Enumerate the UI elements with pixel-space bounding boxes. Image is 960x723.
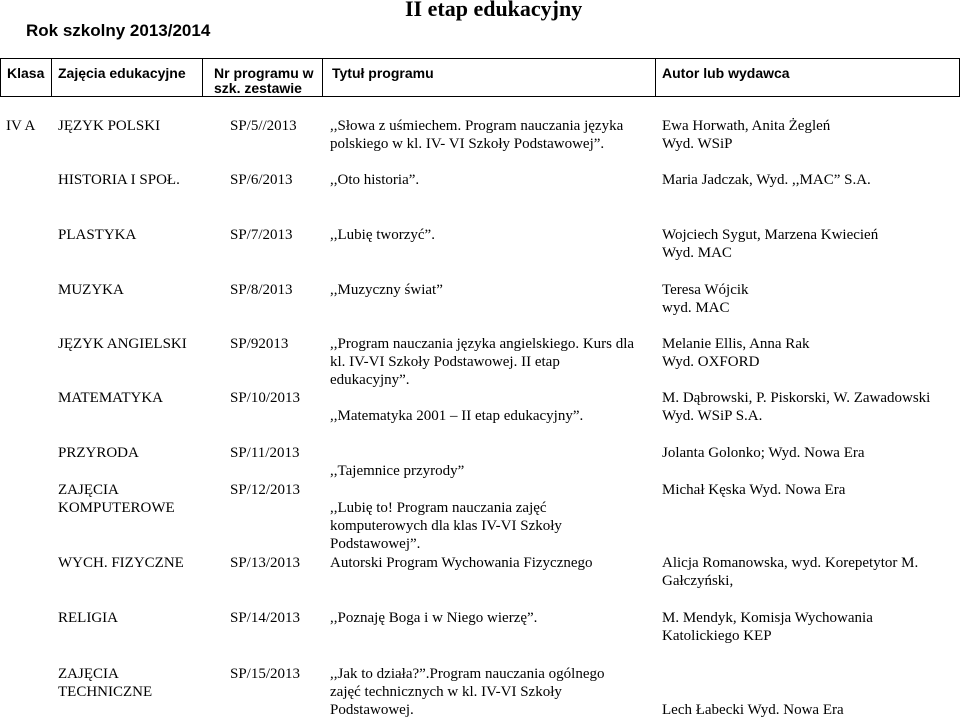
title-historia: ,,Oto historia”. bbox=[330, 172, 420, 188]
author-matematyka-line1: M. Dąbrowski, P. Piskorski, W. Zawadowski bbox=[662, 390, 931, 406]
author-technika: Lech Łabecki Wyd. Nowa Era bbox=[662, 702, 844, 718]
subject-przyroda: PRZYRODA bbox=[58, 445, 139, 461]
subject-komputerowe-line1: ZAJĘCIA bbox=[58, 482, 119, 498]
nr-religia: SP/14/2013 bbox=[230, 610, 301, 626]
author-plastyka-line1: Wojciech Sygut, Marzena Kwiecień bbox=[662, 227, 879, 243]
col-header-class: Klasa bbox=[7, 65, 45, 81]
nr-historia: SP/6/2013 bbox=[230, 172, 293, 188]
author-komputerowe: Michał Kęska Wyd. Nowa Era bbox=[662, 482, 846, 498]
class-label: IV A bbox=[6, 118, 36, 134]
col-header-nr-line2: szk. zestawie bbox=[214, 80, 302, 96]
col-divider bbox=[202, 58, 203, 97]
nr-komputerowe: SP/12/2013 bbox=[230, 482, 301, 498]
header-left-border bbox=[0, 58, 1, 97]
title-polski-line2: polskiego w kl. IV- VI Szkoły Podstawowej”. bbox=[330, 136, 605, 152]
author-wf-line2: Gałczyński, bbox=[662, 573, 734, 589]
title-komputerowe-line2: komputerowych dla klas IV-VI Szkoły bbox=[330, 518, 562, 534]
nr-matematyka: SP/10/2013 bbox=[230, 390, 301, 406]
title-wf: Autorski Program Wychowania Fizycznego bbox=[330, 555, 593, 571]
title-religia: ,,Poznaję Boga i w Niego wierzę”. bbox=[330, 610, 538, 626]
title-muzyka: ,,Muzyczny świat” bbox=[330, 282, 443, 298]
title-matematyka: ,,Matematyka 2001 – II etap edukacyjny”. bbox=[330, 408, 584, 424]
author-angielski-line2: Wyd. OXFORD bbox=[662, 354, 760, 370]
author-muzyka-line2: wyd. MAC bbox=[662, 300, 730, 316]
subject-komputerowe-line2: KOMPUTEROWE bbox=[58, 500, 175, 516]
subject-matematyka: MATEMATYKA bbox=[58, 390, 163, 406]
title-angielski-line1: ,,Program nauczania języka angielskiego. Kurs dla bbox=[330, 336, 635, 352]
subject-wf: WYCH. FIZYCZNE bbox=[58, 555, 184, 571]
school-year: Rok szkolny 2013/2014 bbox=[26, 21, 211, 40]
subject-religia: RELIGIA bbox=[58, 610, 118, 626]
nr-muzyka: SP/8/2013 bbox=[230, 282, 293, 298]
title-plastyka: ,,Lubię tworzyć”. bbox=[330, 227, 435, 243]
author-angielski-line1: Melanie Ellis, Anna Rak bbox=[662, 336, 810, 352]
title-komputerowe-line1: ,,Lubię to! Program nauczania zajęć bbox=[330, 500, 547, 516]
nr-plastyka: SP/7/2013 bbox=[230, 227, 293, 243]
col-header-subject: Zajęcia edukacyjne bbox=[58, 65, 186, 81]
author-historia: Maria Jadczak, Wyd. ,,MAC” S.A. bbox=[662, 172, 871, 188]
header-bottom-border bbox=[0, 96, 960, 97]
nr-wf: SP/13/2013 bbox=[230, 555, 301, 571]
title-przyroda: ,,Tajemnice przyrody” bbox=[330, 463, 465, 479]
subject-technika-line1: ZAJĘCIA bbox=[58, 666, 119, 682]
col-header-title: Tytuł programu bbox=[332, 65, 434, 81]
nr-technika: SP/15/2013 bbox=[230, 666, 301, 682]
nr-przyroda: SP/11/2013 bbox=[230, 445, 300, 461]
author-przyroda: Jolanta Golonko; Wyd. Nowa Era bbox=[662, 445, 865, 461]
subject-angielski: JĘZYK ANGIELSKI bbox=[58, 336, 187, 352]
page-title: II etap edukacyjny bbox=[405, 0, 583, 21]
title-technika-line2: zajęć technicznych w kl. IV-VI Szkoły bbox=[330, 684, 562, 700]
author-religia-line1: M. Mendyk, Komisja Wychowania bbox=[662, 610, 873, 626]
author-religia-line2: Katolickiego KEP bbox=[662, 628, 772, 644]
header-top-border bbox=[0, 58, 960, 59]
subject-muzyka: MUZYKA bbox=[58, 282, 124, 298]
title-komputerowe-line3: Podstawowej”. bbox=[330, 536, 421, 552]
col-header-author: Autor lub wydawca bbox=[662, 65, 790, 81]
nr-angielski: SP/92013 bbox=[230, 336, 289, 352]
author-plastyka-line2: Wyd. MAC bbox=[662, 245, 732, 261]
author-wf-line1: Alicja Romanowska, wyd. Korepetytor M. bbox=[662, 555, 919, 571]
col-header-nr-line1: Nr programu w bbox=[214, 65, 314, 81]
author-matematyka-line2: Wyd. WSiP S.A. bbox=[662, 408, 763, 424]
title-angielski-line2: kl. IV-VI Szkoły Podstawowej. II etap bbox=[330, 354, 560, 370]
title-angielski-line3: edukacyjny”. bbox=[330, 372, 410, 388]
author-polski-line1: Ewa Horwath, Anita Żegleń bbox=[662, 118, 831, 134]
subject-technika-line2: TECHNICZNE bbox=[58, 684, 153, 700]
title-technika-line3: Podstawowej. bbox=[330, 702, 414, 718]
title-technika-line1: ,,Jak to działa?”.Program nauczania ogólnego bbox=[330, 666, 605, 682]
col-divider bbox=[655, 58, 656, 97]
nr-polski: SP/5//2013 bbox=[230, 118, 297, 134]
col-divider bbox=[51, 58, 52, 97]
author-polski-line2: Wyd. WSiP bbox=[662, 136, 733, 152]
subject-polski: JĘZYK POLSKI bbox=[58, 118, 161, 134]
subject-plastyka: PLASTYKA bbox=[58, 227, 137, 243]
title-polski-line1: ,,Słowa z uśmiechem. Program nauczania języka bbox=[330, 118, 624, 134]
col-divider bbox=[322, 58, 323, 97]
subject-historia: HISTORIA I SPOŁ. bbox=[58, 172, 180, 188]
author-muzyka-line1: Teresa Wójcik bbox=[662, 282, 749, 298]
